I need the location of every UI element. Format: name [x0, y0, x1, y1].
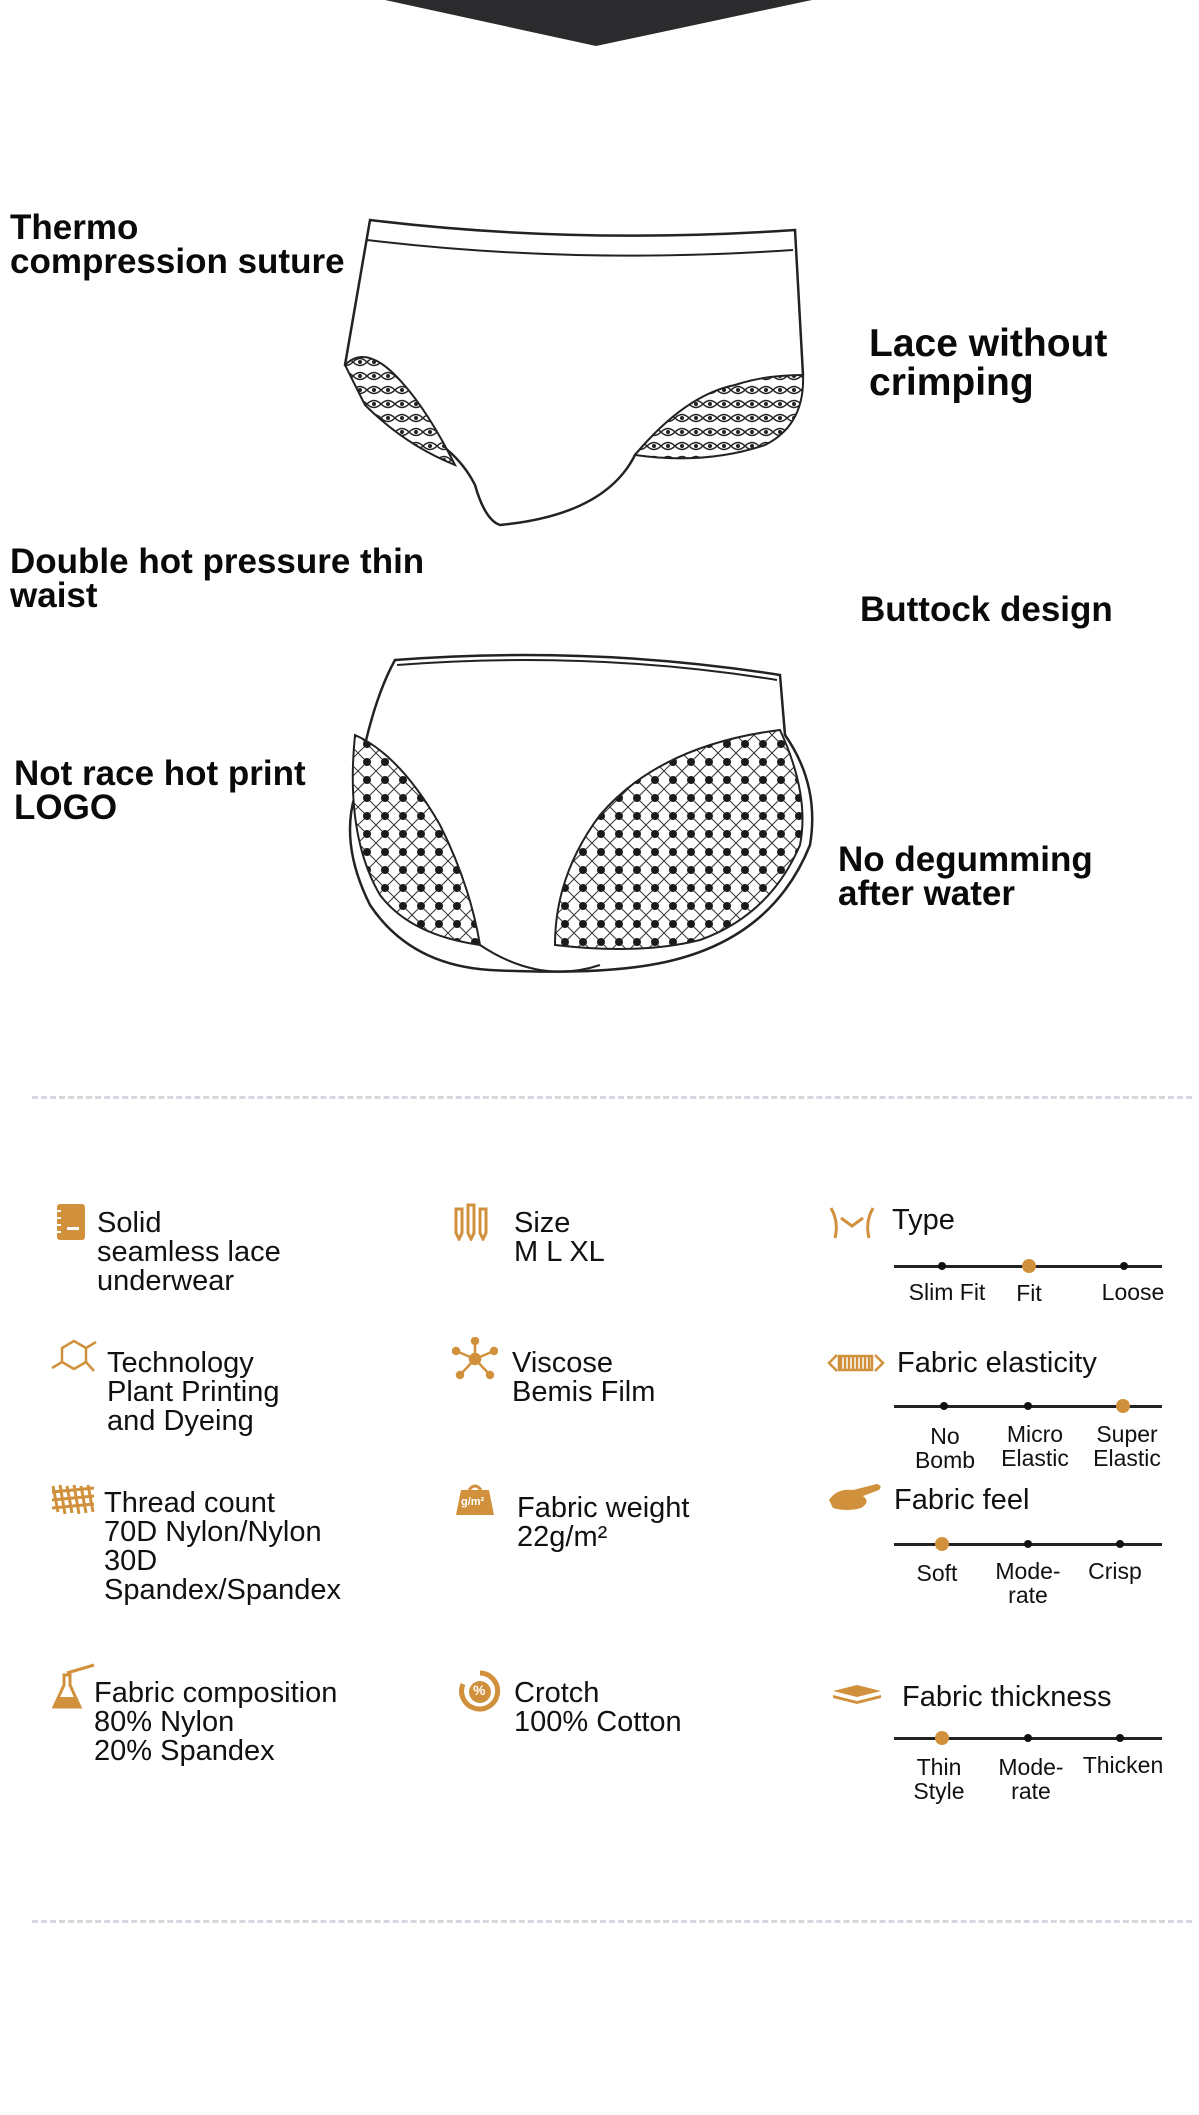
scale-feel	[894, 1485, 1169, 1620]
percent-icon-label: %	[473, 1682, 486, 1698]
feature-lace-no-crimping: Lace without crimping	[869, 322, 1108, 404]
scale-thickness	[902, 1682, 1177, 1817]
scale-thickness-label-2: Thicken	[1082, 1752, 1164, 1778]
scale-elasticity-dot-2	[1116, 1399, 1130, 1413]
scale-thickness-dot-2	[1116, 1734, 1124, 1742]
spec-weight-title: Fabric weight	[517, 1492, 690, 1524]
scale-thickness-title: Fabric thickness	[902, 1681, 1112, 1713]
percent-icon	[459, 1670, 501, 1712]
scale-type-dot-0	[938, 1262, 946, 1270]
spec-weight-value: 22g/m²	[517, 1521, 608, 1553]
scale-type-title: Type	[892, 1204, 955, 1236]
weight-icon-label: g/m²	[461, 1496, 485, 1508]
feature-thin-waist: Double hot pressure thin waist	[10, 542, 425, 615]
divider-bottom	[32, 1920, 1192, 1923]
feature-no-degumming: No degumming after water	[838, 840, 1093, 913]
spec-viscose	[512, 1349, 655, 1407]
spec-size-title: Size	[514, 1207, 571, 1239]
spec-thread-value: 70D Nylon/Nylon 30D Spandex/Spandex	[104, 1516, 342, 1606]
spec-crotch	[514, 1679, 682, 1737]
hand-icon	[827, 1482, 883, 1512]
scale-feel-title: Fabric feel	[894, 1484, 1030, 1516]
scale-type-dot-1	[1022, 1259, 1036, 1273]
scale-elasticity-dot-0	[940, 1402, 948, 1410]
spring-icon	[827, 1352, 885, 1374]
scale-type-label-1: Fit	[1016, 1280, 1042, 1306]
top-banner-tab	[0, 0, 1199, 50]
spec-technology-value: Plant Printing and Dyeing	[107, 1376, 280, 1437]
spec-composition-title: Fabric composition	[94, 1677, 338, 1709]
spec-size	[514, 1209, 605, 1267]
spec-composition-value: 80% Nylon 20% Spandex	[94, 1706, 275, 1767]
pencils-icon	[452, 1203, 490, 1241]
spec-solid	[97, 1209, 281, 1296]
molecule-icon	[50, 1337, 98, 1377]
spec-viscose-title: Viscose	[512, 1347, 614, 1379]
spec-solid-title: Solid	[97, 1207, 162, 1239]
scale-thickness-label-0: Thin Style	[913, 1754, 965, 1804]
scale-elasticity-label-1: Micro Elastic	[1001, 1421, 1069, 1471]
notebook-icon	[52, 1203, 86, 1241]
spec-fabric-weight	[517, 1494, 689, 1552]
panty-back-illustration	[340, 645, 820, 985]
spec-composition	[94, 1679, 337, 1766]
scale-thickness-dot-1	[1024, 1734, 1032, 1742]
scale-thickness-dot-0	[935, 1731, 949, 1745]
scale-type-dot-2	[1120, 1262, 1128, 1270]
spec-technology	[107, 1349, 280, 1436]
scale-feel-label-0: Soft	[916, 1560, 958, 1586]
spec-thread-title: Thread count	[104, 1487, 275, 1519]
spec-crotch-title: Crotch	[514, 1677, 600, 1709]
feature-thermo-suture: Thermo compression suture	[10, 208, 345, 281]
panty-front-illustration	[325, 215, 830, 535]
layers-icon	[831, 1683, 883, 1705]
scale-type-label-2: Loose	[1101, 1279, 1165, 1305]
weight-icon	[455, 1482, 495, 1516]
scale-feel-dot-2	[1116, 1540, 1124, 1548]
scale-feel-label-2: Crisp	[1088, 1558, 1142, 1584]
waist-icon	[827, 1206, 877, 1240]
divider-top	[32, 1096, 1192, 1099]
scale-elasticity-label-2: Super Elastic	[1093, 1421, 1161, 1471]
network-icon	[452, 1337, 498, 1381]
feature-hot-print-logo: Not race hot print LOGO	[14, 754, 306, 827]
scale-elasticity-label-0: No Bomb	[914, 1423, 976, 1473]
scale-elasticity-dot-1	[1024, 1402, 1032, 1410]
spec-crotch-value: 100% Cotton	[514, 1706, 682, 1738]
spec-thread-count	[104, 1489, 341, 1605]
scale-feel-label-1: Mode- rate	[995, 1558, 1061, 1608]
scale-elasticity-title: Fabric elasticity	[897, 1347, 1097, 1379]
spec-viscose-value: Bemis Film	[512, 1376, 656, 1408]
scale-feel-dot-0	[935, 1537, 949, 1551]
scale-type-label-0: Slim Fit	[908, 1279, 986, 1305]
yarn-icon	[50, 1482, 96, 1518]
scale-thickness-label-1: Mode- rate	[998, 1754, 1064, 1804]
scale-type	[892, 1205, 1167, 1310]
spec-technology-title: Technology	[107, 1347, 254, 1379]
scale-feel-dot-1	[1024, 1540, 1032, 1548]
flask-icon	[52, 1663, 96, 1711]
feature-buttock-design: Buttock design	[860, 590, 1113, 629]
spec-solid-value: seamless lace underwear	[97, 1236, 281, 1297]
scale-elasticity	[897, 1348, 1172, 1483]
spec-size-value: M L XL	[514, 1236, 605, 1268]
